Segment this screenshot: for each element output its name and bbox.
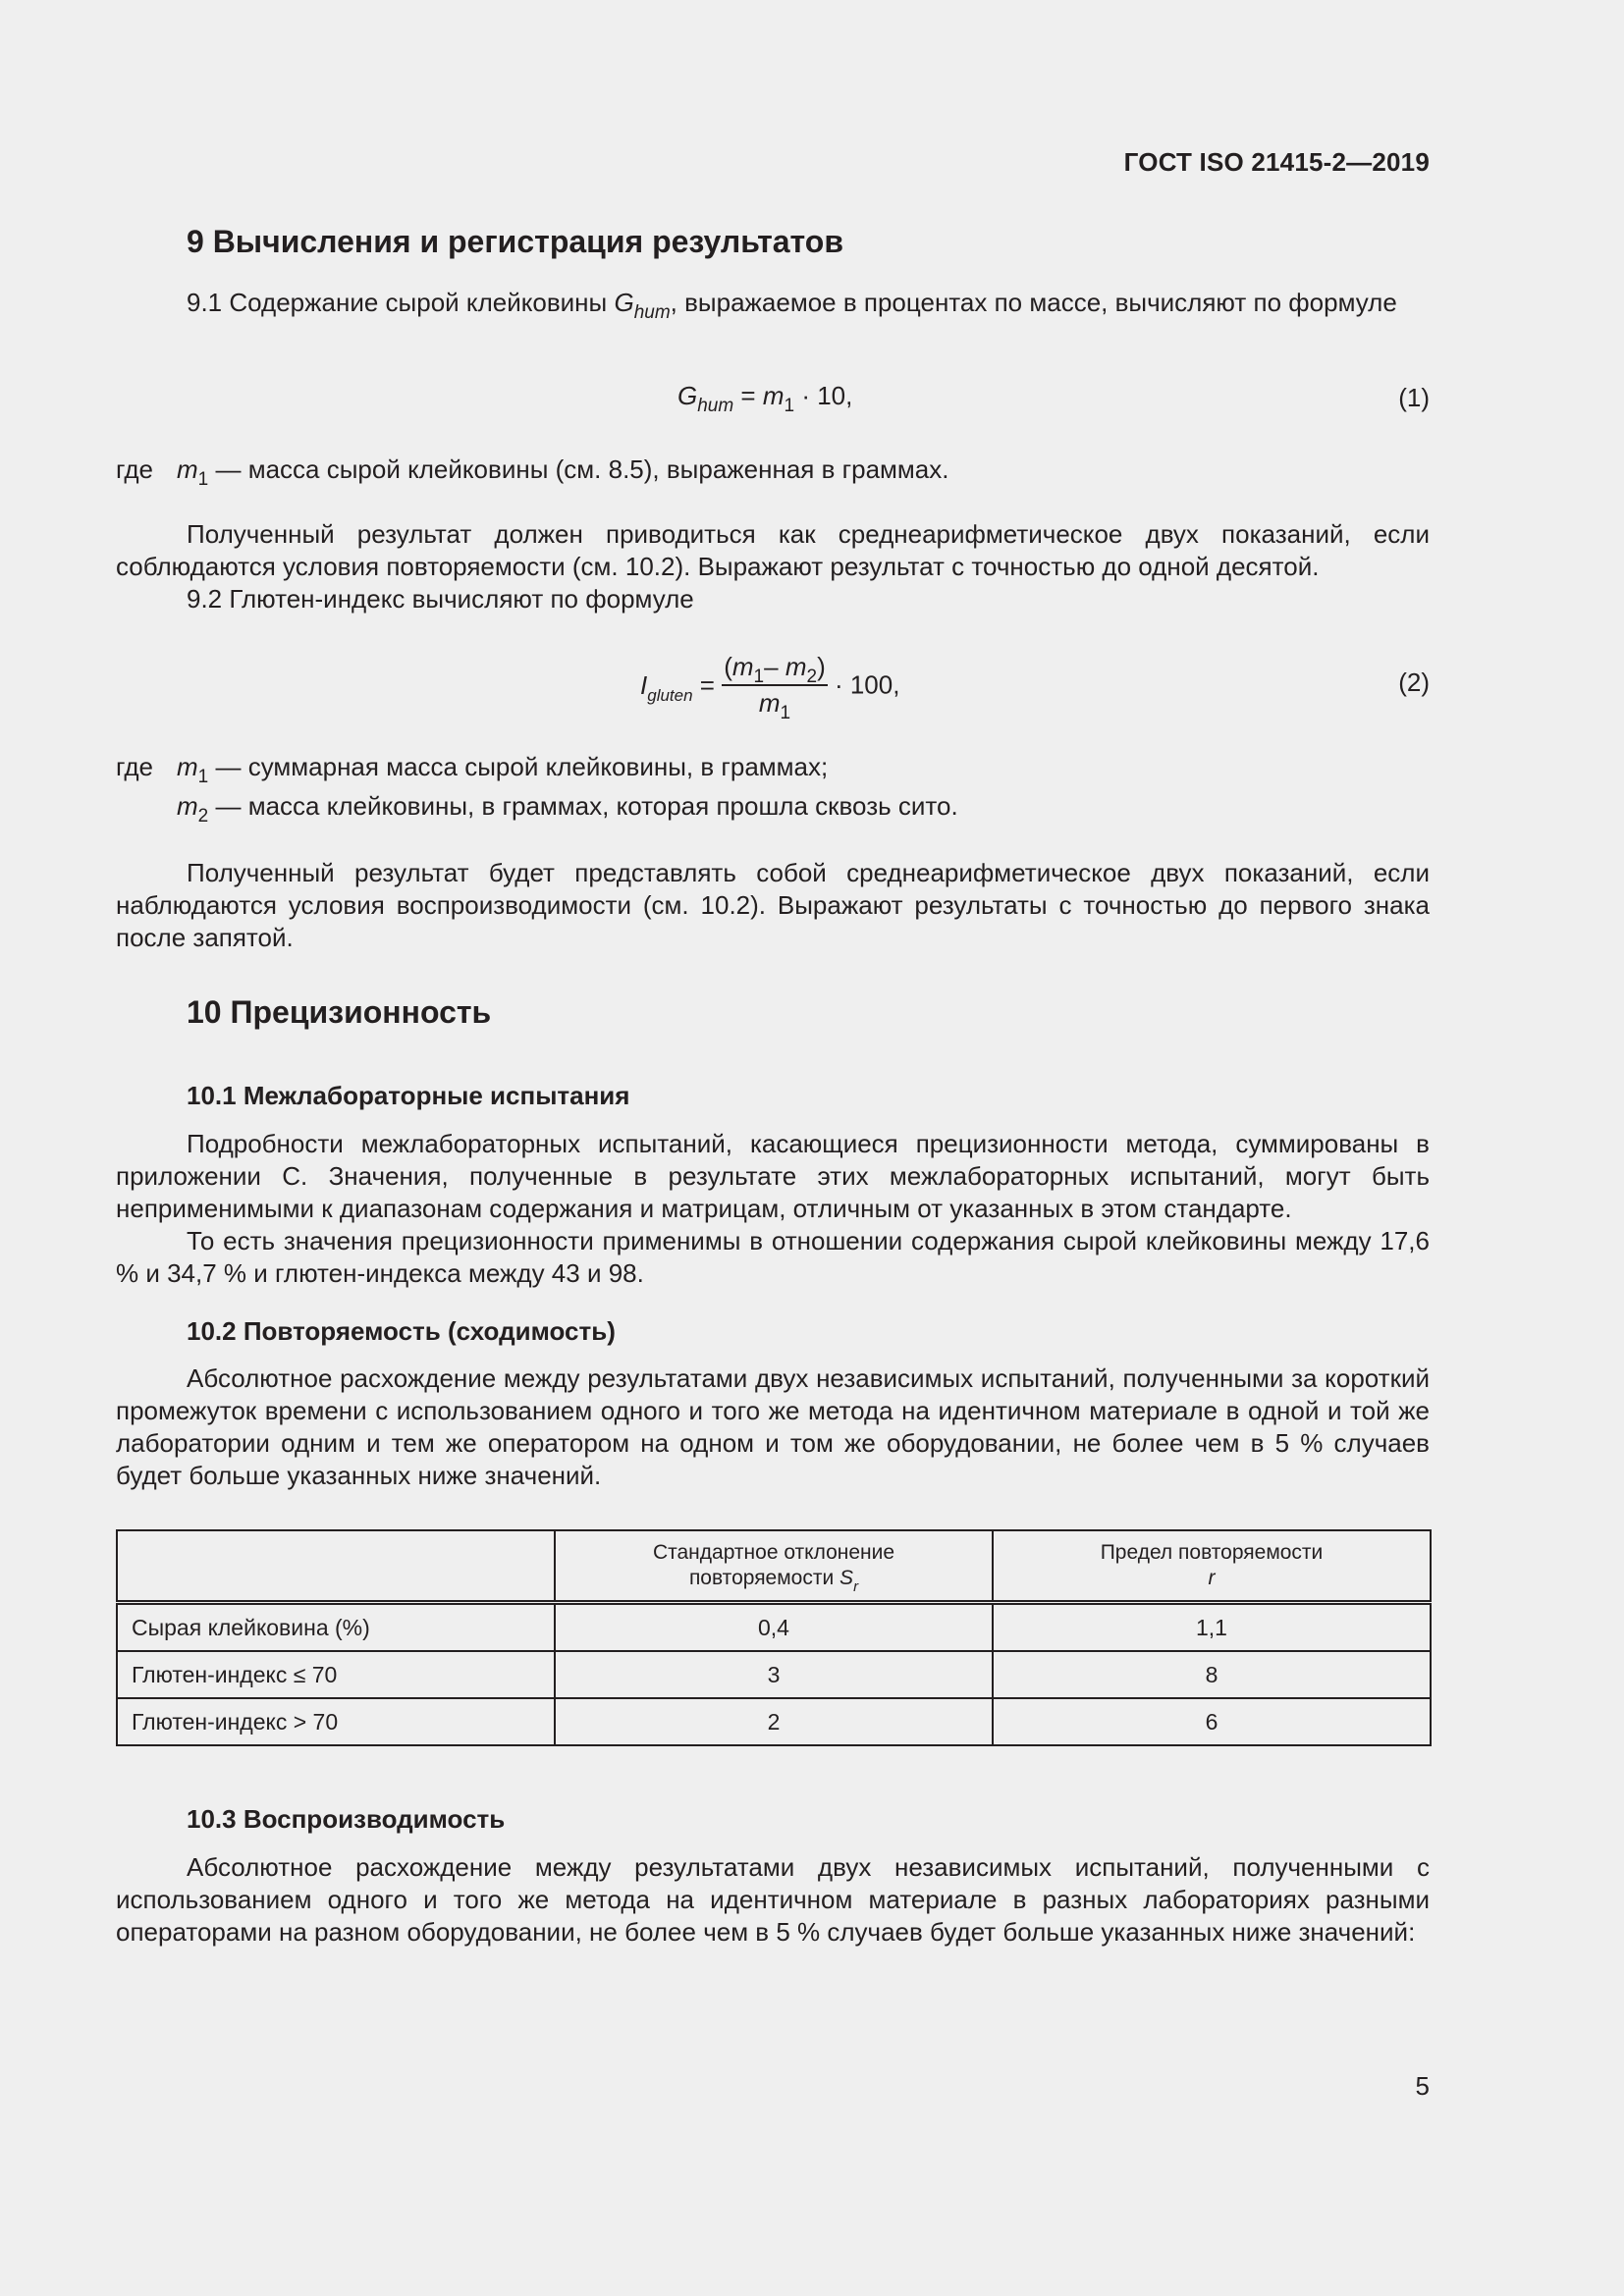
row-sd: 2 <box>555 1698 993 1745</box>
document-code: ГОСТ ISO 21415-2—2019 <box>1123 147 1430 177</box>
section-10-title: 10 Прецизионность <box>187 994 492 1030</box>
table-row <box>117 1698 1431 1745</box>
row-limit: 8 <box>993 1651 1431 1698</box>
paragraph-10-3: Абсолютное расхождение между результатами двух независимых испытаний, полученными с использованием одного и того же метода на идентичном материале в разных лабораториях разными операторами на разном оборудовании, не более чем в 5 % случаев будет больше указанных ниже значений: <box>116 1852 1430 1947</box>
header-limit: Предел повторяемости r <box>993 1530 1431 1603</box>
row-label: Глютен-индекс > 70 <box>117 1698 555 1745</box>
section-10-3-title: 10.3 Воспроизводимость <box>187 1804 506 1834</box>
row-sd: 0,4 <box>555 1603 993 1652</box>
formula-2: $I_{gluten}$ = $\frac{(m_1- m_2)}{m_1}$ · 100, <box>640 652 900 723</box>
page-number: 5 <box>1415 2071 1430 2101</box>
where-1: где $m_1$ — масса сырой клейковины (см. 8.5), выраженная в граммах. <box>116 454 949 490</box>
row-limit: 1,1 <box>993 1603 1431 1652</box>
header-sd: Стандартное отклонение повторяемости $S_r$ <box>555 1530 993 1603</box>
table-header-row <box>117 1530 1431 1603</box>
paragraph-10-1-b: То есть значения прецизионности применимы в отношении содержания сырой клейковины между 17,6 % и 34,7 % и глютен-индекса между 43 и 98. <box>116 1226 1430 1288</box>
header-empty-cell <box>117 1530 555 1603</box>
paragraph-result-2: Полученный результат будет представлять собой среднеарифметическое двух показаний, если наблюдаются условия воспроизводимости (см. 10.2). Выражают результаты с точностью до первого знака после запятой. <box>116 858 1430 952</box>
paragraph-9-2: 9.2 Глютен-индекс вычисляют по формуле <box>187 584 694 614</box>
section-10-1-title: 10.1 Межлабораторные испытания <box>187 1081 630 1110</box>
table-row <box>117 1603 1431 1652</box>
paragraph-9-1: 9.1 Содержание сырой клейковины $G_{hum}$, выражаемое в процентах по массе, вычисляют по формуле <box>187 288 1397 323</box>
row-sd: 3 <box>555 1651 993 1698</box>
where-2-m2: $m_2$ — масса клейковины, в граммах, которая прошла сквозь сито. <box>177 791 958 827</box>
formula-2-number: (2) <box>1398 667 1430 697</box>
row-label: Глютен-индекс ≤ 70 <box>117 1651 555 1698</box>
formula-1-number: (1) <box>1398 383 1430 412</box>
paragraph-result-1: Полученный результат должен приводиться как среднеарифметическое двух показаний, если соблюдаются условия повторяемости (см. 10.2). Выражают результат с точностью до одной десятой. <box>116 519 1430 581</box>
table-row <box>117 1651 1431 1698</box>
fraction: $\frac{(m_1- m_2)}{m_1}$ <box>724 652 826 723</box>
repeatability-table <box>116 1529 1432 1746</box>
where-2-m1: где $m_1$ — суммарная масса сырой клейковины, в граммах; <box>116 752 829 787</box>
section-10-2-title: 10.2 Повторяемость (сходимость) <box>187 1316 616 1346</box>
row-limit: 6 <box>993 1698 1431 1745</box>
formula-1: $G_{hum} = m_1 \cdot 10$, <box>677 381 853 416</box>
row-label: Сырая клейковина (%) <box>117 1603 555 1652</box>
paragraph-10-2: Абсолютное расхождение между результатами двух независимых испытаний, полученными за короткий промежуток времени с использованием одного и того же метода на идентичном материале в одной и той же лаборатории одним и тем же оператором на одном и том же оборудовании, не более чем в 5 % случаев будет больше указанных ниже значений. <box>116 1363 1430 1490</box>
section-9-title: 9 Вычисления и регистрация результатов <box>187 224 844 259</box>
paragraph-10-1-a: Подробности межлабораторных испытаний, касающиеся прецизионности метода, суммированы в приложении С. Значения, полученные в результате этих межлабораторных испытаний, могут быть неприменимыми к диапазонам содержания и матрицам, отличным от указанных в этом стандарте. <box>116 1129 1430 1223</box>
